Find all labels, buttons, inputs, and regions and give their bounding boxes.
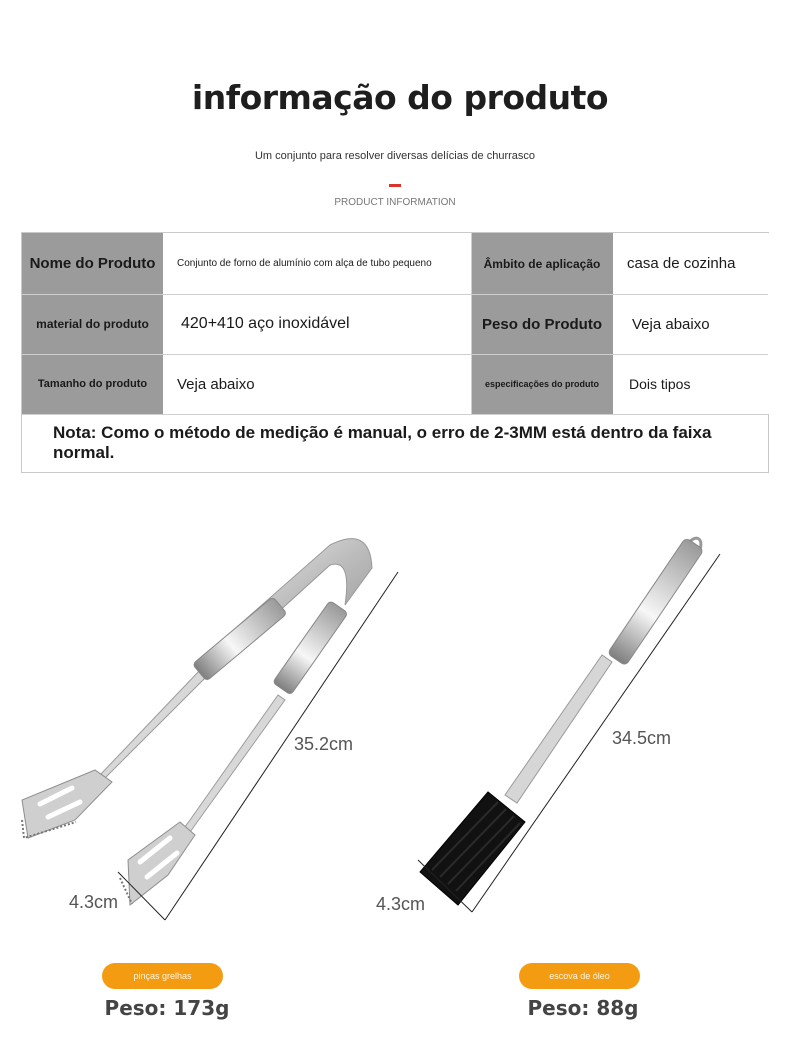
spec-value-weight: Veja abaixo xyxy=(613,294,769,354)
spec-value-application: casa de cozinha xyxy=(613,233,769,294)
spec-value-material: 420+410 aço inoxidável xyxy=(163,294,471,354)
spec-value-name: Conjunto de forno de alumínio com alça de tubo pequeno xyxy=(163,233,471,294)
spec-label-application: Âmbito de aplicação xyxy=(471,233,613,294)
spec-value-specification: Dois tipos xyxy=(613,354,769,414)
section-label: PRODUCT INFORMATION xyxy=(334,197,456,208)
tongs-illustration xyxy=(0,520,420,940)
table-divider xyxy=(471,233,472,414)
page-subtitle: Um conjunto para resolver diversas delícias de churrasco xyxy=(254,150,536,162)
accent-divider xyxy=(389,184,401,187)
spec-table xyxy=(21,232,769,473)
table-divider xyxy=(22,354,768,355)
brush-name-badge: escova de óleo xyxy=(519,963,640,989)
spec-value-size: Veja abaixo xyxy=(163,354,471,414)
tongs-weight: Peso: 173g xyxy=(104,996,230,1020)
page-title: informação do produto xyxy=(191,78,609,117)
spec-label-material: material do produto xyxy=(22,294,163,354)
spec-label-weight: Peso do Produto xyxy=(471,294,613,354)
spec-label-size: Tamanho do produto xyxy=(22,354,163,414)
tongs-width-label: 4.3cm xyxy=(69,892,119,912)
spec-label-specification: especificações do produto xyxy=(471,354,613,414)
brush-illustration xyxy=(380,520,740,920)
brush-weight: Peso: 88g xyxy=(527,996,639,1020)
measurement-note: Nota: Como o método de medição é manual, o erro de 2-3MM está dentro da faixa normal. xyxy=(53,423,712,462)
tongs-length-label: 35.2cm xyxy=(294,734,354,754)
brush-width-label: 4.3cm xyxy=(376,894,426,914)
tongs-name-badge: pinças grelhas xyxy=(102,963,223,989)
table-divider xyxy=(22,294,768,295)
brush-length-label: 34.5cm xyxy=(612,728,672,748)
spec-label-name: Nome do Produto xyxy=(22,233,163,294)
